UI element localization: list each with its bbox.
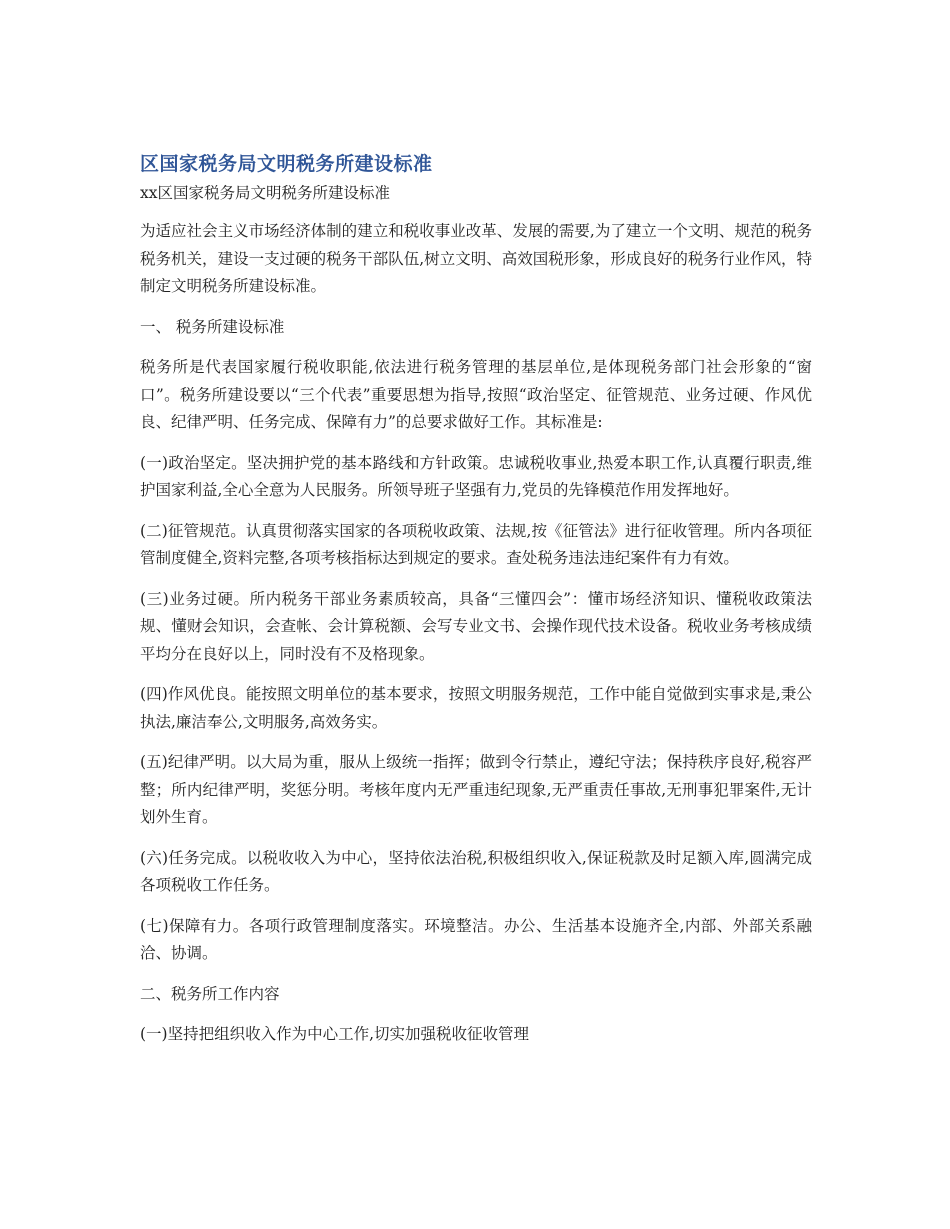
standard-item: (二)征管规范。认真贯彻落实国家的各项税收政策、法规,按《征管法》进行征收管理。所内各项征管制度健全,资料完整,各项考核指标达到规定的要求。查处税务违法违纪案件有力有效。 <box>140 521 812 567</box>
intro-paragraph: 为适应社会主义市场经济体制的建立和税收事业改革、发展的需要,为了建立一个文明、规范的税务税务机关，建设一支过硬的税务干部队伍,树立文明、高效国税形象，形成良好的税务行业作风，特制定文明税务所建设标准。 <box>140 222 812 295</box>
standard-item: (一)政治坚定。坚决拥护党的基本路线和方针政策。忠诚税收事业,热爱本职工作,认真覆行职责,维护国家利益,全心全意为人民服务。所领导班子坚强有力,党员的先锋模范作用发挥地好。 <box>140 453 812 499</box>
section-2-heading: 二、税务所工作内容 <box>140 984 280 1003</box>
section-1-intro: 税务所是代表国家履行税收职能,依法进行税务管理的基层单位,是体现税务部门社会形象的“窗口”。税务所建设要以“三个代表”重要思想为指导,按照“政治坚定、征管规范、业务过硬、作风优良、纪律严明、任务完成、保障有力”的总要求做好工作。其标准是: <box>140 358 812 431</box>
standard-item: (四)作风优良。能按照文明单位的基本要求，按照文明服务规范，工作中能自觉做到实事求是,秉公执法,廉洁奉公,文明服务,高效务实。 <box>140 685 812 731</box>
standard-item: (七)保障有力。各项行政管理制度落实。环境整洁。办公、生活基本设施齐全,内部、外部关系融洽、协调。 <box>140 916 812 962</box>
document-page <box>140 148 812 1062</box>
standard-item: (五)纪律严明。以大局为重，服从上级统一指挥；做到令行禁止，遵纪守法；保持秩序良好,税容严整；所内纪律严明，奖惩分明。考核年度内无严重违纪现象,无严重责任事故,无刑事犯罪案件,无计划外生育。 <box>140 753 812 826</box>
document-subtitle: xx区国家税务局文明税务所建设标准 <box>140 184 390 202</box>
document-title: 区国家税务局文明税务所建设标准 <box>140 153 433 175</box>
section-1-heading: 一、 税务所建设标准 <box>140 317 285 336</box>
standard-item: (三)业务过硬。所内税务干部业务素质较高，具备“三懂四会”：懂市场经济知识、懂税收政策法规、懂财会知识，会查帐、会计算税额、会写专业文书、会操作现代技术设备。税收业务考核成绩平均分在良好以上，同时没有不及格现象。 <box>140 589 812 663</box>
section-2-item: (一)坚持把组织收入作为中心工作,切实加强税收征收管理 <box>140 1025 530 1043</box>
standard-item: (六)任务完成。以税收收入为中心，坚持依法治税,积极组织收入,保证税款及时足额入库,圆满完成各项税收工作任务。 <box>140 848 812 894</box>
